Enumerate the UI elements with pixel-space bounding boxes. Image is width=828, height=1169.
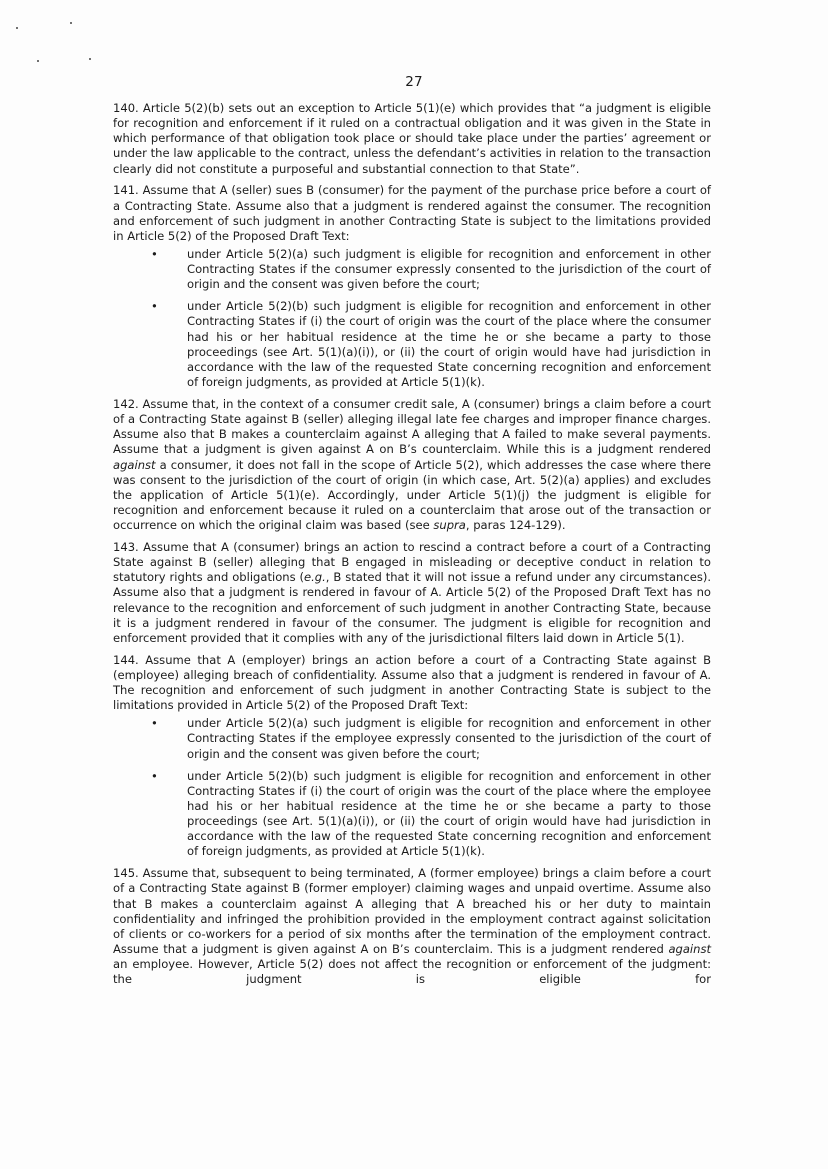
list-item — [113, 247, 711, 292]
list-item-text: under Article 5(2)(a) such judgment is eligible for recognition and enforcement in other Contracting States if the employee expressly consented to the jurisdiction of the court of origin and the consent was given before the court; — [187, 716, 711, 761]
italic-run: supra — [433, 518, 466, 533]
text-run: 145. Assume that, subsequent to being terminated, A (former employee) brings a claim before a court of a Contracting State against B (former employer) claiming wages and unpaid overtime. Assume also that B makes a counterclaim against A alleging that A breached his or her duty to maintain confidentiality and infringed the prohibition provided in the employment contract against solicitation of clients or co-workers for a period of six months after the termination of the employment contract. Assume that a judgment is given against A on B’s counterclaim. This is a judgment rendered — [113, 866, 711, 957]
bullet-icon: • — [151, 247, 158, 261]
italic-run: against — [668, 942, 711, 957]
italic-run: e.g. — [304, 570, 326, 585]
text-run: , B stated that it will not issue a refund under any circumstances). Assume also that a judgment is rendered in favour of A. Article 5(2) of the Proposed Draft Text has no relevance to the recognition and enforcement of such judgment in another Contracting State, because it is a judgment rendered in favour of the consumer. The judgment is eligible for recognition and enforcement provided that it complies with any of the jurisdictional filters laid down in Article 5(1). — [113, 570, 712, 645]
bullet-list-144 — [113, 716, 711, 859]
paragraph-143 — [113, 540, 711, 646]
list-item-text: under Article 5(2)(b) such judgment is eligible for recognition and enforcement in other Contracting States if (i) the court of origin was the court of the place where the employee had his or her habitual residence at the time he or she became a party to those proceedings (see Art. 5(1)(a)(i)), or (ii) the court of origin would have had jurisdiction in accordance with the law of the requested State concerning recognition and enforcement of foreign judgments, as provided at Article 5(1)(k). — [187, 768, 711, 859]
list-item — [113, 299, 711, 390]
scan-speck — [89, 58, 91, 60]
list-item — [113, 716, 711, 761]
text-run: 143. Assume that A (consumer) brings an action to rescind a contract before a court of a Contracting State against B (seller) alleging that B engaged in misleading or deceptive conduct in relation to statutory rights and obligations ( — [113, 540, 711, 585]
text-run: , paras 124-129). — [465, 518, 566, 533]
list-item-text: under Article 5(2)(a) such judgment is eligible for recognition and enforcement in other Contracting States if the consumer expressly consented to the jurisdiction of the court of origin and the consent was given before the court; — [187, 247, 711, 292]
scan-speck — [70, 22, 72, 24]
page-number: 27 — [405, 74, 423, 90]
italic-run: against — [113, 457, 156, 472]
bullet-icon: • — [151, 299, 158, 314]
paragraph-142 — [113, 397, 711, 533]
paragraph-144: 144. Assume that A (employer) brings an action before a court of a Contracting State against B (employee) alleging breach of confidentiality. Assume also that a judgment is rendered in favour of A. The recognition and enforcement of such judgment in another Contracting State is subject to the limitations provided in Article 5(2) of the Proposed Draft Text: — [113, 652, 711, 713]
text-run: an employee. However, Article 5(2) does not affect the recognition or enforcement of the judgment: the judgment is eligible for — [113, 957, 711, 987]
scan-speck — [37, 60, 39, 62]
paragraph-145 — [113, 866, 711, 987]
scan-speck — [16, 27, 18, 29]
list-item-text: under Article 5(2)(b) such judgment is eligible for recognition and enforcement in other Contracting States if (i) the court of origin was the court of the place where the consumer had his or her habitual residence at the time he or she became a party to those proceedings (see Art. 5(1)(a)(i)), or (ii) the court of origin would have had jurisdiction in accordance with the law of the requested State concerning recognition and enforcement of foreign judgments, as provided at Article 5(1)(k). — [187, 299, 711, 390]
bullet-icon: • — [151, 716, 158, 731]
text-run: 142. Assume that, in the context of a consumer credit sale, A (consumer) brings a claim before a court of a Contracting State against B (seller) alleging illegal late fee charges and improper finance charges. Assume also that B makes a counterclaim against A alleging that A failed to make several payments. Assume that a judgment is given against A on B’s counterclaim. While this is a judgment rendered — [113, 397, 711, 457]
bullet-list-141 — [113, 247, 711, 390]
text-run: a consumer, it does not fall in the scope of Article 5(2), which addresses the case where there was consent to the jurisdiction of the court of origin (in which case, Art. 5(2)(a) applies) and excludes the application of Article 5(1)(e). Accordingly, under Article 5(1)(j) the judgment is eligible for recognition and enforcement because it ruled on a counterclaim that arose out of the transaction or occurrence on which the original claim was based (see — [113, 457, 711, 533]
document-body — [113, 101, 711, 994]
bullet-icon: • — [151, 768, 158, 783]
paragraph-141: 141. Assume that A (seller) sues B (consumer) for the payment of the purchase price before a court of a Contracting State. Assume also that a judgment is rendered against the consumer. The recognition and enforcement of such judgment in another Contracting State is subject to the limitations provided in Article 5(2) of the Proposed Draft Text: — [113, 183, 711, 243]
paragraph-140: 140. Article 5(2)(b) sets out an exception to Article 5(1)(e) which provides that “a judgment is eligible for recognition and enforcement if it ruled on a contractual obligation and it was given in the State in which performance of that obligation took place or should take place under the parties’ agreement or under the law applicable to the contract, unless the defendant’s activities in relation to the transaction clearly did not constitute a purposeful and substantial connection to that State”. — [113, 101, 711, 176]
list-item — [113, 769, 711, 860]
